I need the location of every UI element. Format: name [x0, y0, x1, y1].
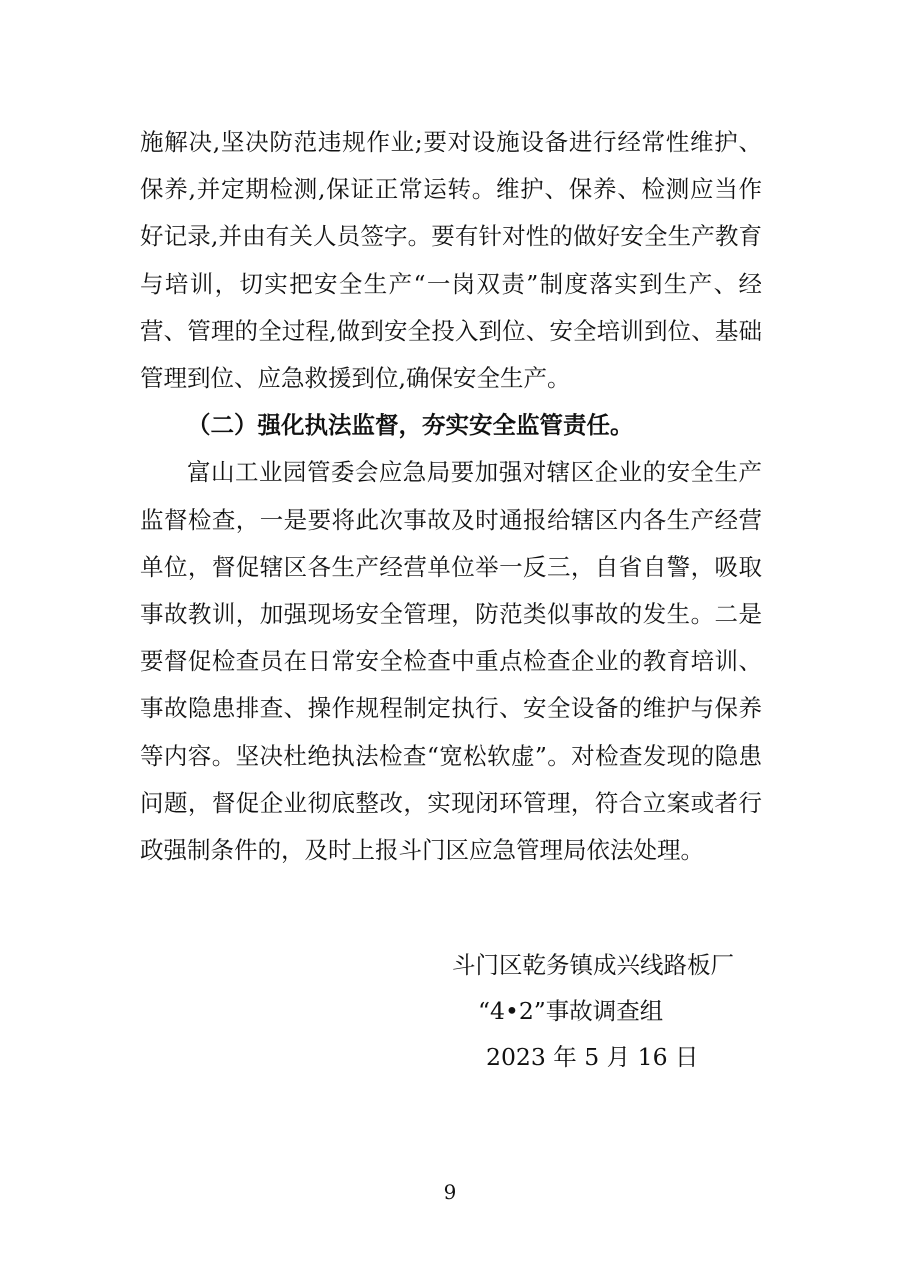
section-heading-law-enforcement: （二）强化执法监督，夯实安全监管责任。 [187, 411, 634, 440]
paragraph-safety-measures: 施解决,坚决防范违规作业;要对设施设备进行经常性维护、保养,并定期检测,保证正常运转。维护、保养、检测应当作好记录,并由有关人员签字。要有针对性的做好安全生产教育与培训，切实把安全生产“一岗双责”制度落实到生产、经营、管理的全过程,做到安全投入到位、安全培训到位、基础管理到位、应急救援到位,确保安全生产。 [140, 128, 762, 393]
signature-investigation-group: “4•2”事故调查组 [478, 997, 664, 1025]
page-number: 9 [443, 1180, 457, 1204]
body-text [140, 119, 762, 874]
paragraph-supervision: 富山工业园管委会应急局要加强对辖区企业的安全生产监督检查，一是要将此次事故及时通报给辖区内各生产经营单位，督促辖区各生产经营单位举一反三，自省自警，吸取事故教训，加强现场安全管理，防范类似事故的发生。二是要督促检查员在日常安全检查中重点检查企业的教育培训、事故隐患排查、操作规程制定执行、安全设备的维护与保养等内容。坚决杜绝执法检查“宽松软虚”。对检查发现的隐患问题，督促企业彻底整改，实现闭环管理，符合立案或者行政强制条件的，及时上报斗门区应急管理局依法处理。 [140, 458, 762, 865]
signature-block [440, 942, 780, 1080]
signature-organization: 斗门区乾务镇成兴线路板厂 [452, 951, 734, 979]
signature-date: 2023 年 5 月 16 日 [486, 1043, 699, 1071]
